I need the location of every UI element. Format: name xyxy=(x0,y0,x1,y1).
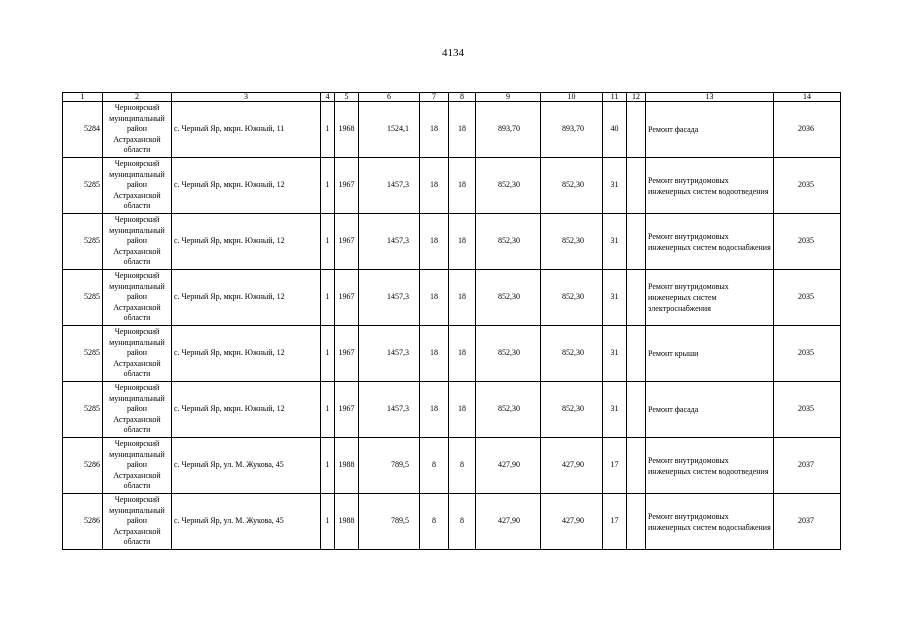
year-cell: 1967 xyxy=(335,214,359,270)
planned-year-cell: 2035 xyxy=(774,158,841,214)
total-area-cell: 1457,3 xyxy=(359,326,420,382)
col7-cell: 18 xyxy=(420,158,449,214)
col8-cell: 18 xyxy=(449,102,476,158)
total-area-cell: 789,5 xyxy=(359,438,420,494)
col4-cell: 1 xyxy=(321,102,335,158)
col7-cell: 18 xyxy=(420,102,449,158)
planned-year-cell: 2035 xyxy=(774,326,841,382)
year-cell: 1968 xyxy=(335,102,359,158)
col11-cell: 31 xyxy=(603,214,627,270)
municipality-cell: Черноярский муниципальный район Астраханской области xyxy=(103,438,172,494)
col12-cell xyxy=(627,494,646,550)
table-row xyxy=(63,214,841,270)
row-number-cell: 5285 xyxy=(63,158,103,214)
column-number: 1 xyxy=(63,93,103,102)
municipality-cell: Черноярский муниципальный район Астраханской области xyxy=(103,270,172,326)
col10-cell: 852,30 xyxy=(541,270,603,326)
planned-year-cell: 2037 xyxy=(774,438,841,494)
year-cell: 1988 xyxy=(335,438,359,494)
column-number: 7 xyxy=(420,93,449,102)
column-number-row xyxy=(63,93,841,102)
municipality-cell: Черноярский муниципальный район Астраханской области xyxy=(103,214,172,270)
document-table xyxy=(62,92,841,550)
year-cell: 1967 xyxy=(335,382,359,438)
col10-cell: 427,90 xyxy=(541,438,603,494)
col4-cell: 1 xyxy=(321,326,335,382)
municipality-cell: Черноярский муниципальный район Астраханской области xyxy=(103,102,172,158)
year-cell: 1967 xyxy=(335,270,359,326)
column-number: 3 xyxy=(172,93,321,102)
total-area-cell: 1457,3 xyxy=(359,382,420,438)
work-type-cell: Ремонт внутридомовых инженерных систем водоотведения xyxy=(646,438,774,494)
planned-year-cell: 2035 xyxy=(774,270,841,326)
planned-year-cell: 2035 xyxy=(774,382,841,438)
col12-cell xyxy=(627,438,646,494)
col9-cell: 852,30 xyxy=(476,270,541,326)
col4-cell: 1 xyxy=(321,494,335,550)
work-type-cell: Ремонт крыши xyxy=(646,326,774,382)
col12-cell xyxy=(627,326,646,382)
row-number-cell: 5286 xyxy=(63,438,103,494)
col7-cell: 18 xyxy=(420,382,449,438)
table-row xyxy=(63,494,841,550)
address-cell: с. Черный Яр, ул. М. Жукова, 45 xyxy=(172,494,321,550)
column-number: 12 xyxy=(627,93,646,102)
col11-cell: 17 xyxy=(603,494,627,550)
col7-cell: 18 xyxy=(420,270,449,326)
col8-cell: 8 xyxy=(449,494,476,550)
column-number: 2 xyxy=(103,93,172,102)
col7-cell: 18 xyxy=(420,326,449,382)
work-type-cell: Ремонт фасада xyxy=(646,382,774,438)
address-cell: с. Черный Яр, ул. М. Жукова, 45 xyxy=(172,438,321,494)
address-cell: с. Черный Яр, мкрн. Южный, 12 xyxy=(172,326,321,382)
column-number: 14 xyxy=(774,93,841,102)
year-cell: 1988 xyxy=(335,494,359,550)
table-row xyxy=(63,326,841,382)
work-type-cell: Ремонт внутридомовых инженерных систем водоснабжения xyxy=(646,214,774,270)
work-type-cell: Ремонт внутридомовых инженерных систем водоотведения xyxy=(646,158,774,214)
address-cell: с. Черный Яр, мкрн. Южный, 12 xyxy=(172,214,321,270)
col9-cell: 852,30 xyxy=(476,214,541,270)
col10-cell: 852,30 xyxy=(541,326,603,382)
col8-cell: 18 xyxy=(449,270,476,326)
column-number: 13 xyxy=(646,93,774,102)
col7-cell: 8 xyxy=(420,438,449,494)
municipality-cell: Черноярский муниципальный район Астраханской области xyxy=(103,326,172,382)
column-number: 9 xyxy=(476,93,541,102)
work-type-cell: Ремонт внутридомовых инженерных систем водоснабжения xyxy=(646,494,774,550)
col9-cell: 852,30 xyxy=(476,158,541,214)
column-number: 10 xyxy=(541,93,603,102)
col9-cell: 852,30 xyxy=(476,382,541,438)
table-row xyxy=(63,438,841,494)
table-row xyxy=(63,158,841,214)
col11-cell: 17 xyxy=(603,438,627,494)
col7-cell: 8 xyxy=(420,494,449,550)
row-number-cell: 5284 xyxy=(63,102,103,158)
col8-cell: 18 xyxy=(449,158,476,214)
row-number-cell: 5286 xyxy=(63,494,103,550)
col10-cell: 852,30 xyxy=(541,214,603,270)
col4-cell: 1 xyxy=(321,270,335,326)
address-cell: с. Черный Яр, мкрн. Южный, 12 xyxy=(172,158,321,214)
table-row xyxy=(63,102,841,158)
year-cell: 1967 xyxy=(335,158,359,214)
col10-cell: 893,70 xyxy=(541,102,603,158)
col12-cell xyxy=(627,102,646,158)
col9-cell: 893,70 xyxy=(476,102,541,158)
col8-cell: 18 xyxy=(449,326,476,382)
col12-cell xyxy=(627,382,646,438)
col4-cell: 1 xyxy=(321,438,335,494)
total-area-cell: 789,5 xyxy=(359,494,420,550)
municipality-cell: Черноярский муниципальный район Астраханской области xyxy=(103,494,172,550)
col7-cell: 18 xyxy=(420,214,449,270)
col9-cell: 427,90 xyxy=(476,494,541,550)
col11-cell: 40 xyxy=(603,102,627,158)
col9-cell: 427,90 xyxy=(476,438,541,494)
address-cell: с. Черный Яр, мкрн. Южный, 12 xyxy=(172,382,321,438)
municipality-cell: Черноярский муниципальный район Астраханской области xyxy=(103,382,172,438)
address-cell: с. Черный Яр, мкрн. Южный, 12 xyxy=(172,270,321,326)
total-area-cell: 1524,1 xyxy=(359,102,420,158)
col8-cell: 18 xyxy=(449,382,476,438)
col4-cell: 1 xyxy=(321,158,335,214)
work-type-cell: Ремонт внутридомовых инженерных систем электроснабжения xyxy=(646,270,774,326)
row-number-cell: 5285 xyxy=(63,214,103,270)
planned-year-cell: 2036 xyxy=(774,102,841,158)
col10-cell: 852,30 xyxy=(541,382,603,438)
col9-cell: 852,30 xyxy=(476,326,541,382)
municipality-cell: Черноярский муниципальный район Астраханской области xyxy=(103,158,172,214)
row-number-cell: 5285 xyxy=(63,270,103,326)
col11-cell: 31 xyxy=(603,158,627,214)
col4-cell: 1 xyxy=(321,382,335,438)
column-number: 5 xyxy=(335,93,359,102)
col11-cell: 31 xyxy=(603,382,627,438)
work-type-cell: Ремонт фасада xyxy=(646,102,774,158)
column-number: 8 xyxy=(449,93,476,102)
row-number-cell: 5285 xyxy=(63,326,103,382)
year-cell: 1967 xyxy=(335,326,359,382)
col10-cell: 852,30 xyxy=(541,158,603,214)
planned-year-cell: 2035 xyxy=(774,214,841,270)
col11-cell: 31 xyxy=(603,270,627,326)
table-row xyxy=(63,382,841,438)
address-cell: с. Черный Яр, мкрн. Южный, 11 xyxy=(172,102,321,158)
col12-cell xyxy=(627,270,646,326)
column-number: 6 xyxy=(359,93,420,102)
table-row xyxy=(63,270,841,326)
total-area-cell: 1457,3 xyxy=(359,270,420,326)
col12-cell xyxy=(627,214,646,270)
planned-year-cell: 2037 xyxy=(774,494,841,550)
col8-cell: 8 xyxy=(449,438,476,494)
column-number: 4 xyxy=(321,93,335,102)
column-number: 11 xyxy=(603,93,627,102)
col4-cell: 1 xyxy=(321,214,335,270)
col11-cell: 31 xyxy=(603,326,627,382)
col12-cell xyxy=(627,158,646,214)
col8-cell: 18 xyxy=(449,214,476,270)
col10-cell: 427,90 xyxy=(541,494,603,550)
total-area-cell: 1457,3 xyxy=(359,158,420,214)
page-number: 4134 xyxy=(442,47,464,59)
total-area-cell: 1457,3 xyxy=(359,214,420,270)
row-number-cell: 5285 xyxy=(63,382,103,438)
